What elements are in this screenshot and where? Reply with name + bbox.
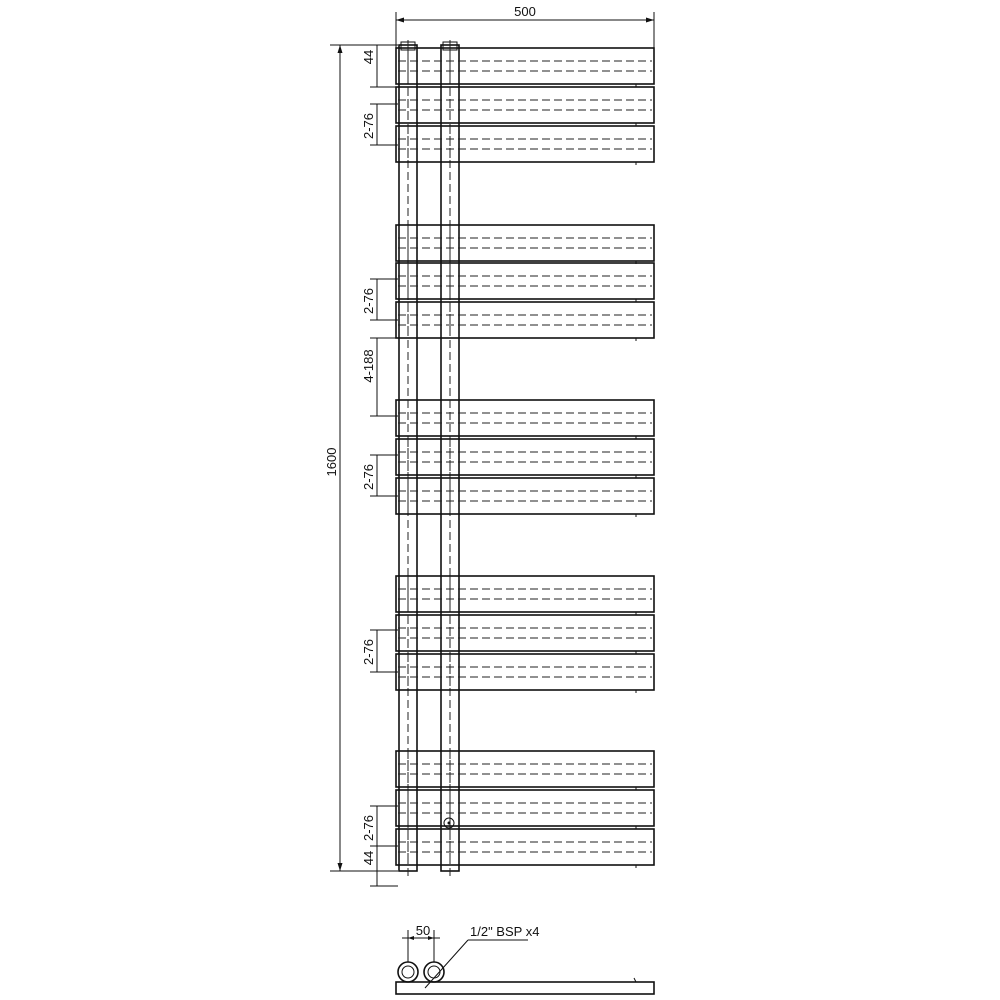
left-pipe-outer: [398, 962, 418, 982]
bar-15: [396, 829, 654, 868]
bar-spacing-label-1: 2-76: [361, 112, 376, 140]
bar-8: [396, 439, 654, 478]
bar-14: [396, 790, 654, 829]
width-dimension: [396, 4, 654, 48]
bar-11: [396, 615, 654, 654]
bar-spacing-label-5: 2-76: [361, 814, 376, 842]
plan-base: [396, 982, 654, 994]
bar-spacing-label-3: 2-76: [361, 463, 376, 491]
right-pipe-inner: [428, 966, 440, 978]
pipe-spacing-label: 50: [415, 923, 431, 938]
left-pipe-inner: [402, 966, 414, 978]
bar-5: [396, 263, 654, 302]
bar-6: [396, 302, 654, 341]
bottom-bar-height-label: 44: [361, 850, 376, 866]
connection-leader: [425, 940, 468, 988]
top-bar-height-label: 44: [361, 49, 376, 65]
bar-spacing-label-2: 2-76: [361, 287, 376, 315]
bar-spacing-label-4: 2-76: [361, 638, 376, 666]
bar-2: [396, 87, 654, 126]
height-label: 1600: [324, 447, 339, 477]
plan-view: [396, 923, 654, 994]
group-spacing-label: 4-188: [361, 349, 376, 383]
right-pipe-outer: [424, 962, 444, 982]
bar-13: [396, 751, 654, 790]
bar-7: [396, 400, 654, 439]
bar-3: [396, 126, 654, 165]
bar-4: [396, 225, 654, 264]
bar-1: [396, 48, 654, 87]
horizontal-bars: [396, 48, 654, 868]
bar-10: [396, 576, 654, 615]
connection-label: 1/2" BSP x4: [470, 924, 540, 939]
width-label: 500: [514, 4, 536, 19]
bar-9: [396, 478, 654, 517]
bar-12: [396, 654, 654, 693]
height-dimension: [324, 45, 398, 871]
